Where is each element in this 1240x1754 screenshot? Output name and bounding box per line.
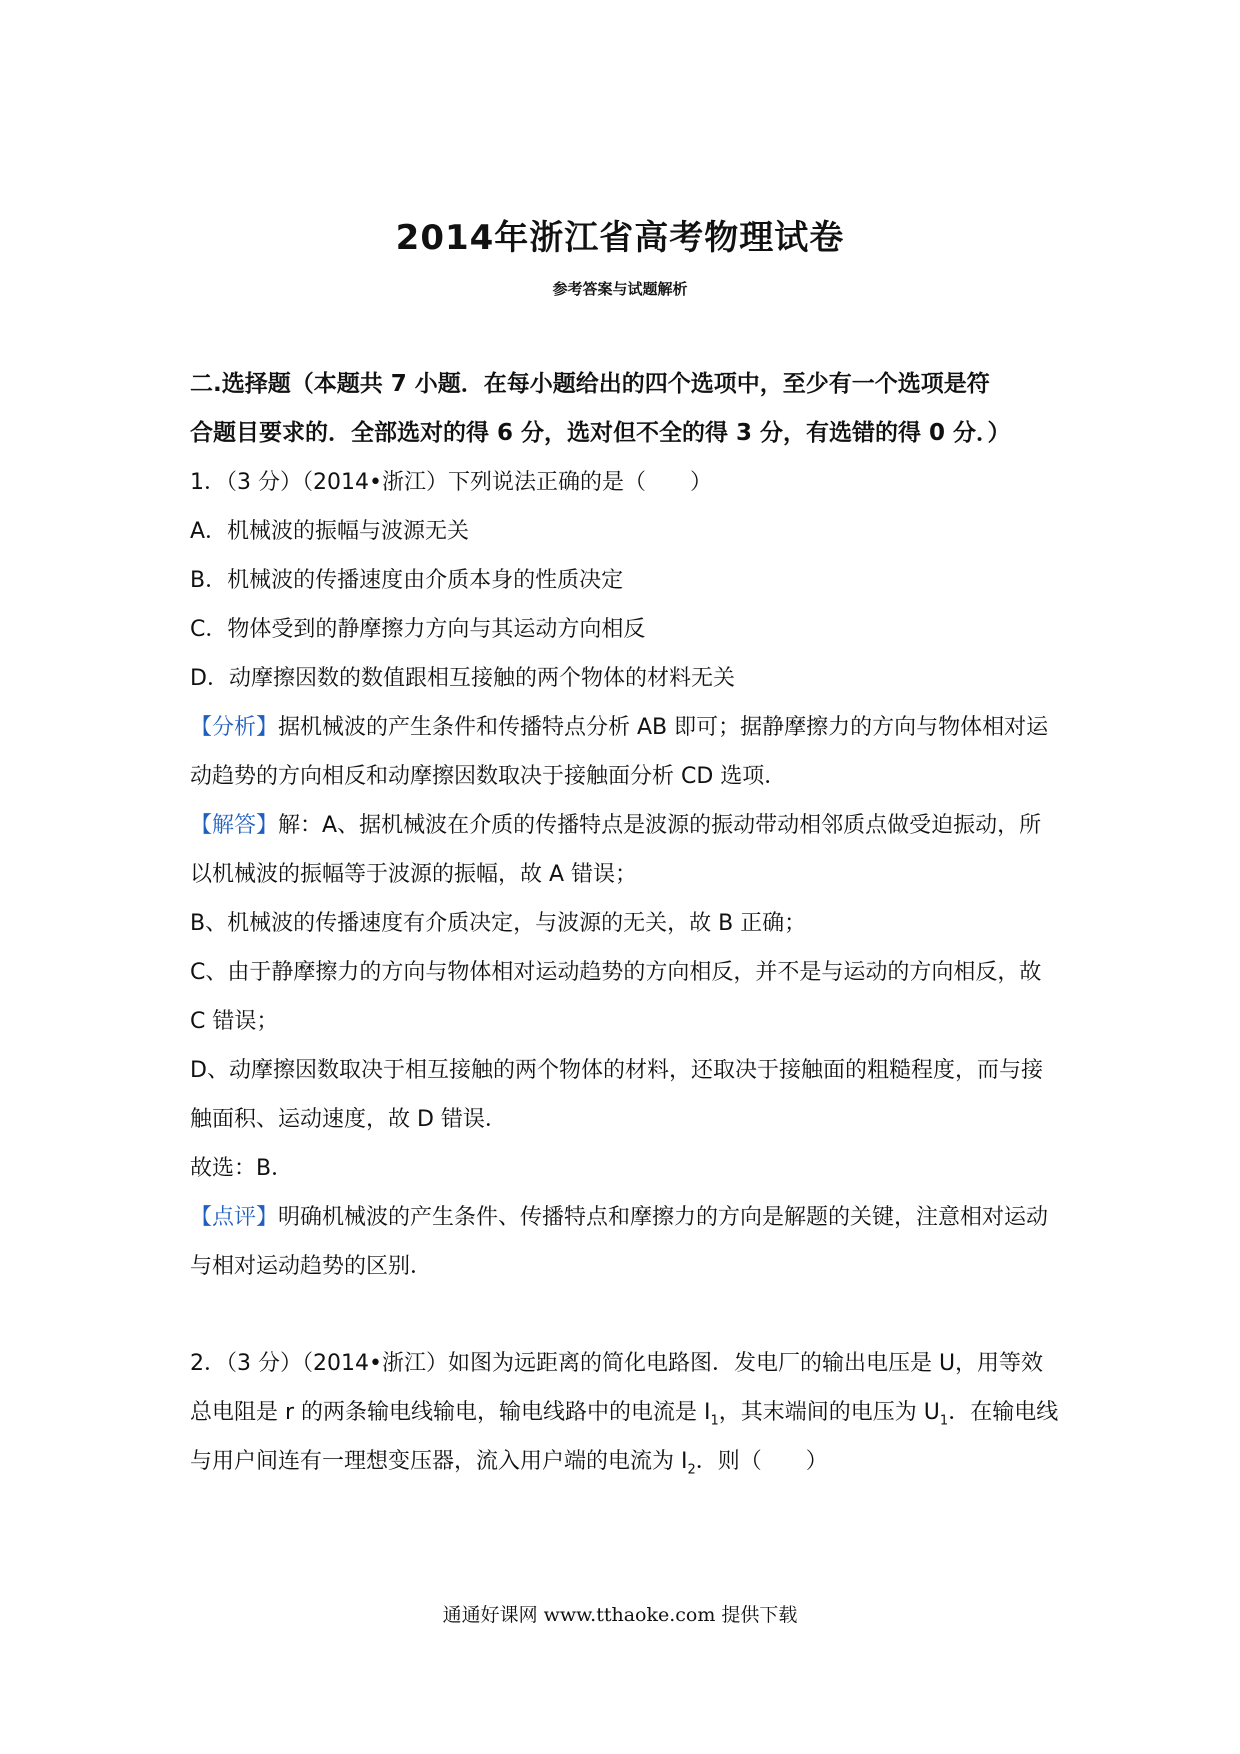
comment-text: 明确机械波的产生条件、传播特点和摩擦力的方向是解题的关键，注意相对运动与相对运动趋势的区别． [190, 1205, 1049, 1279]
question-1-option-c: C．物体受到的静摩擦力方向与其运动方向相反 [190, 617, 646, 642]
question-1-analysis [190, 703, 1060, 801]
question-1-stem: 1．（3 分）（2014•浙江）下列说法正确的是（ ） [190, 470, 712, 495]
question-1-option-d: D．动摩擦因数的数值跟相互接触的两个物体的材料无关 [190, 666, 735, 691]
section-heading-line-1: 二.选择题（本题共 7 小题．在每小题给出的四个选项中，至少有一个选项是符 [190, 371, 990, 397]
q2-stem-part-d: ．则（ ） [695, 1449, 828, 1474]
comment-tag: 【点评】 [190, 1205, 279, 1230]
document-body [190, 360, 1060, 1486]
document-subtitle: 参考答案与试题解析 [552, 280, 688, 298]
question-spacer [190, 1291, 1060, 1339]
q2-subscript-2: 1 [939, 1413, 949, 1429]
answer-line-d: D、动摩擦因数取决于相互接触的两个物体的材料，还取决于接触面的粗糙程度，而与接触面积、运动速度，故 D 错误． [190, 1058, 1043, 1132]
answer-tag: 【解答】 [190, 813, 279, 838]
q2-subscript-1: 1 [710, 1413, 719, 1429]
question-1-option-b: B．机械波的传播速度由介质本身的性质决定 [190, 568, 624, 593]
answer-line-c: C、由于静摩擦力的方向与物体相对运动趋势的方向相反，并不是与运动的方向相反，故 C 错误； [190, 960, 1042, 1034]
analysis-tag: 【分析】 [190, 715, 279, 740]
q2-stem-part-a: 2．（3 分）（2014•浙江）如图为远距离的简化电路图．发电厂的输出电压是 U，用等效总电阻是 r 的两条输电线输电，输电线路中的电流是 I [190, 1351, 1044, 1425]
question-2-stem [190, 1339, 1060, 1486]
q2-stem-part-c: ．在输电线与用户间连有一理想变压器，流入用户端的电流为 I [190, 1400, 1059, 1474]
question-1-choice: 故选：B． [190, 1156, 294, 1181]
question-1-answer [190, 801, 1060, 899]
answer-line-a: 解：A、据机械波在介质的传播特点是波源的振动带动相邻质点做受迫振动，所以机械波的振幅等于波源的振幅，故 A 错误； [190, 813, 1042, 887]
analysis-text: 据机械波的产生条件和传播特点分析 AB 即可；据静摩擦力的方向与物体相对运动趋势的方向相反和动摩擦因数取决于接触面分析 CD 选项． [190, 715, 1049, 789]
question-1-option-a: A．机械波的振幅与波源无关 [190, 519, 470, 544]
document-title: 2014年浙江省高考物理试卷 [395, 218, 845, 258]
page-footer: 通通好课网 www.tthaoke.com 提供下载 [442, 1604, 798, 1626]
section-heading-line-2: 合题目要求的．全部选对的得 6 分，选对但不全的得 3 分，有选错的得 0 分．） [190, 420, 1011, 446]
answer-line-b: B、机械波的传播速度有介质决定，与波源的无关，故 B 正确； [190, 911, 807, 936]
q2-subscript-3: 2 [687, 1462, 696, 1478]
q2-stem-part-b: ，其末端间的电压为 U [718, 1400, 940, 1425]
question-1-comment [190, 1193, 1060, 1291]
